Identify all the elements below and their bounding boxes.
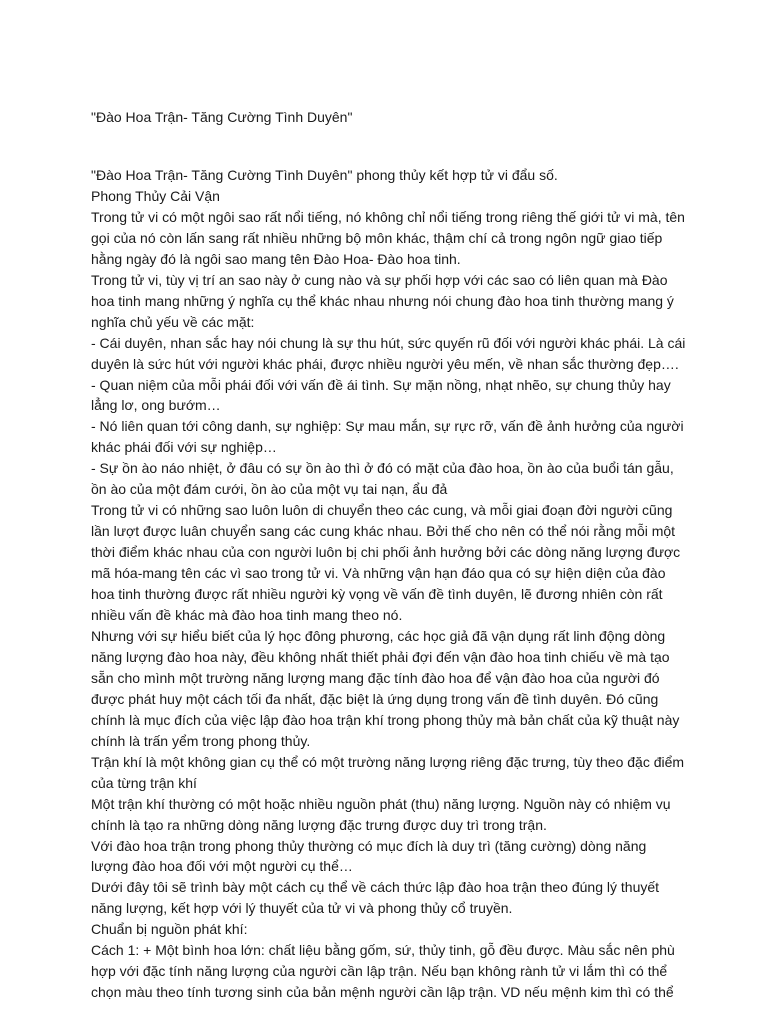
body-text-line: hằng ngày đó là ngôi sao mang tên Đào Hoa- Đào hoa tinh. xyxy=(91,250,461,267)
body-text-line: Phong Thủy Cải Vận xyxy=(91,187,220,204)
body-text-line: hợp với đặc tính năng lượng của người cần lập trận. Nếu bạn không rành tử vi lắm thì có thể xyxy=(91,963,668,980)
body-text-line: duyên là sức hút với người khác phái, được nhiều người yêu mến, về nhan sắc thường đẹp…. xyxy=(91,355,679,372)
document-page xyxy=(91,107,691,1003)
document-body xyxy=(91,165,691,1003)
body-text-line: gọi của nó còn lấn sang rất nhiều những bộ môn khác, thậm chí cả trong ngôn ngữ giao tiếp xyxy=(91,229,663,246)
body-text-line: hoa tinh mang những ý nghĩa cụ thể khác nhau nhưng nói chung đào hoa tinh thường mang ý xyxy=(91,292,674,309)
body-text-line: "Đào Hoa Trận- Tăng Cường Tình Duyên" phong thủy kết hợp tử vi đẩu số. xyxy=(91,167,558,183)
body-text-line: Trong tử vi có những sao luôn luôn di chuyển theo các cung, và mỗi giai đoạn đời người cũng xyxy=(91,502,673,519)
body-text-line: - Sự ồn ào náo nhiệt, ở đâu có sự ồn ào thì ở đó có mặt của đào hoa, ồn ào của buổi tán gẫu, xyxy=(91,460,674,477)
body-text-line: năng lượng đào hoa này, đều không nhất thiết phải đợi đến vận đào hoa tinh chiếu về mà tạo xyxy=(91,648,670,665)
body-text-line: khác phái đối với sự nghiệp… xyxy=(91,439,277,456)
body-text-line: - Cái duyên, nhan sắc hay nói chung là sự thu hút, sức quyến rũ đối với người khác phái. Là cái xyxy=(91,334,686,351)
body-text-line: Trận khí là một không gian cụ thể có một trường năng lượng riêng đặc trưng, tùy theo đặc điểm xyxy=(91,753,685,770)
body-text-line: được phát huy một cách tối đa nhất, đặc biệt là ứng dụng trong vấn đề tình duyên. Đó cũng xyxy=(91,690,659,707)
body-text-line: của từng trận khí xyxy=(91,774,197,791)
body-text-line: Một trận khí thường có một hoặc nhiều nguồn phát (thu) năng lượng. Nguồn này có nhiệm vụ xyxy=(91,795,671,812)
body-text-line: nghĩa chủ yếu về các mặt: xyxy=(91,313,255,330)
body-text-line: lẳng lơ, ong bướm… xyxy=(91,397,221,414)
body-text-line: lần lượt được luân chuyển sang các cung khác nhau. Bởi thế cho nên có thể nói rằng mỗi một xyxy=(91,523,676,540)
body-text-line: Trong tử vi có một ngôi sao rất nổi tiếng, nó không chỉ nổi tiếng trong riêng thế giới tử vi mà, tên xyxy=(91,208,685,225)
body-text-line: nhiều vấn đề khác mà đào hoa tinh mang theo nó. xyxy=(91,607,403,624)
document-title: "Đào Hoa Trận- Tăng Cường Tình Duyên" xyxy=(91,109,353,125)
body-text-line: - Nó liên quan tới công danh, sự nghiệp: Sự mau mắn, sự rực rỡ, vấn đề ảnh hưởng của người xyxy=(91,418,684,435)
body-text-line: Dưới đây tôi sẽ trình bày một cách cụ thể về cách thức lập đào hoa trận theo đúng lý thuyết xyxy=(91,879,660,896)
body-text-line: chính là tạo ra những dòng năng lượng đặc trưng được duy trì trong trận. xyxy=(91,816,547,833)
body-text-line: Chuẩn bị nguồn phát khí: xyxy=(91,921,248,938)
body-text-line: lượng đào hoa đối với một người cụ thể… xyxy=(91,858,353,875)
body-text-line: Cách 1: + Một bình hoa lớn: chất liệu bằng gốm, sứ, thủy tinh, gỗ đều được. Màu sắc nên phù xyxy=(91,942,675,959)
body-text-line: năng lượng, kết hợp với lý thuyết của tử vi và phong thủy cổ truyền. xyxy=(91,900,513,917)
body-text-line: chính là trấn yểm trong phong thủy. xyxy=(91,732,311,749)
body-text-line: sẵn cho mình một trường năng lượng mang đặc tính đào hoa để vận đào hoa của người đó xyxy=(91,669,660,686)
body-text-line: Với đào hoa trận trong phong thủy thường có mục đích là duy trì (tăng cường) dòng năng xyxy=(91,837,647,854)
body-text-line: Nhưng với sự hiểu biết của lý học đông phương, các học giả đã vận dụng rất linh động dòng xyxy=(91,627,666,644)
body-text-line: mã hóa-mang tên các vì sao trong tử vi. Và những vận hạn đáo qua có sự hiện diện của đào xyxy=(91,565,666,582)
body-text-line: chính là mục đích của việc lập đào hoa trận khí trong phong thủy mà bản chất của kỹ thuật này xyxy=(91,711,680,728)
body-text-line: - Quan niệm của mỗi phái đối với vấn đề ái tình. Sự mặn nồng, nhạt nhẽo, sự chung thủy hay xyxy=(91,376,671,393)
body-text-line: Trong tử vi, tùy vị trí an sao này ở cung nào và sự phối hợp với các sao có liên quan mà Đào xyxy=(91,271,668,288)
body-text-line: chọn màu theo tính tương sinh của bản mệnh người cần lập trận. VD nếu mệnh kim thì có thể xyxy=(91,984,674,1001)
body-text-line: thời điểm khác nhau của con người luôn bị chi phối ảnh hưởng bởi các dòng năng lượng được xyxy=(91,544,681,561)
body-text-line: hoa tinh thường được rất nhiều người kỳ vọng về vấn đề tình duyên, lẽ đương nhiên còn rất xyxy=(91,586,663,603)
body-text-line: ồn ào của một đám cưới, ồn ào của một vụ tai nạn, ẩu đả xyxy=(91,481,448,498)
